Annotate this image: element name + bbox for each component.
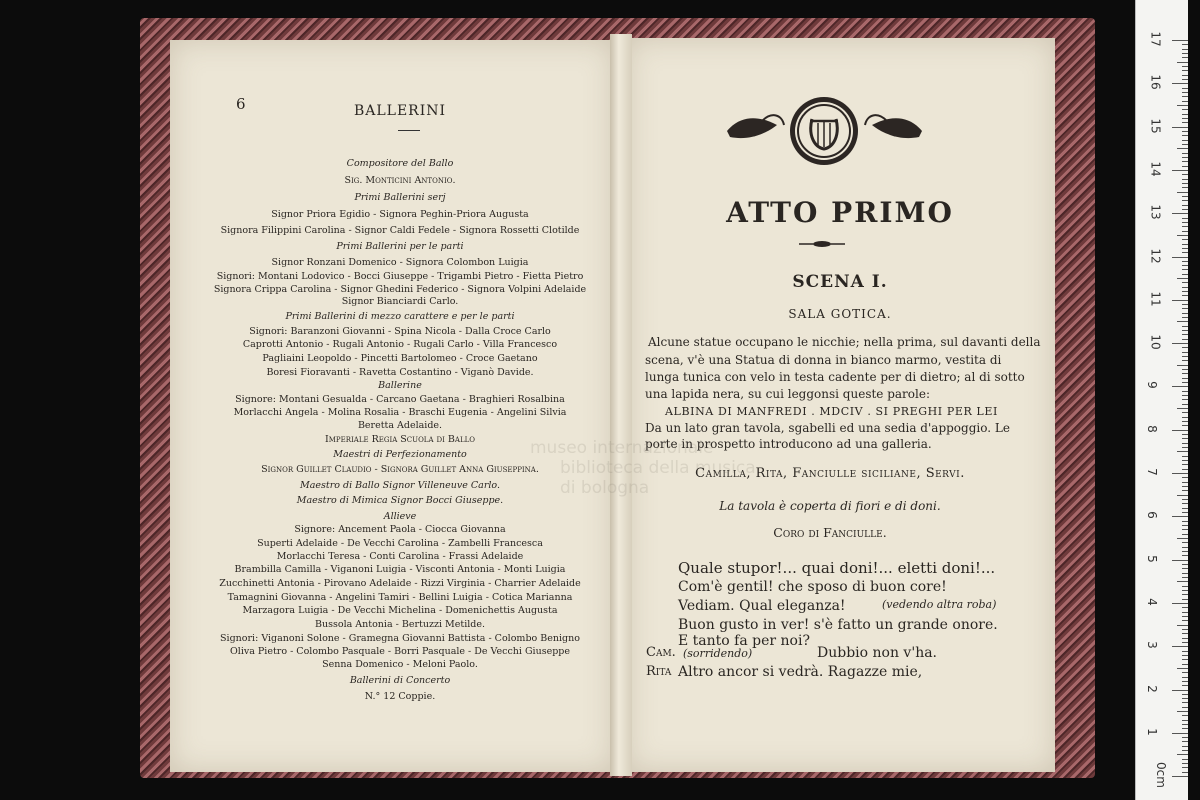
- ruler-minor-tick: [1182, 118, 1188, 119]
- ruler-minor-tick: [1182, 248, 1188, 249]
- ruler-major-tick: [1172, 516, 1188, 517]
- ruler-minor-tick: [1182, 737, 1188, 738]
- cast-line: Beretta Adelaide.: [357, 420, 443, 431]
- ruler-minor-tick: [1182, 209, 1188, 210]
- ruler-minor-tick: [1182, 79, 1188, 80]
- ruler-minor-tick: [1182, 425, 1188, 426]
- dialogue-text: Altro ancor si vedrà. Ragazze mie,: [678, 664, 923, 680]
- ruler-minor-tick: [1182, 616, 1188, 617]
- ruler-minor-tick: [1182, 222, 1188, 223]
- ruler-minor-tick: [1182, 166, 1188, 167]
- ruler-minor-tick: [1182, 728, 1188, 729]
- ruler-minor-tick: [1182, 763, 1188, 764]
- description-line: porte in prospetto introducono ad una galleria.: [645, 437, 932, 451]
- cast-line: Signori: Baranzoni Giovanni - Spina Nicola - Dalla Croce Carlo: [249, 326, 551, 337]
- ruler-major-tick: [1172, 733, 1188, 734]
- ruler-minor-tick: [1182, 382, 1188, 383]
- ruler-minor-tick: [1182, 161, 1188, 162]
- verse-line: Buon gusto in ver! s'è fatto un grande onore.: [678, 617, 998, 633]
- description-line: scena, v'è una Statua di donna in bianco marmo, vestita di: [645, 353, 1002, 367]
- ruler-minor-tick: [1182, 555, 1188, 556]
- ruler-minor-tick: [1182, 391, 1188, 392]
- chorus-label: Coro di Fanciulle.: [773, 525, 887, 540]
- ruler-minor-tick: [1182, 620, 1188, 621]
- ruler-major-tick: [1172, 40, 1188, 41]
- cast-line: Signore: Montani Gesualda - Carcano Gaetana - Braghieri Rosalbina: [235, 394, 565, 405]
- ruler-minor-tick: [1182, 330, 1188, 331]
- ruler-major-tick: [1172, 646, 1188, 647]
- cast-line: Senna Domenico - Meloni Paolo.: [322, 659, 478, 670]
- cast-line: Signor Priora Egidio - Signora Peghin-Priora Augusta: [271, 209, 529, 220]
- cast-line: Maestri di Perfezionamento: [333, 449, 467, 460]
- ruler-minor-tick: [1182, 373, 1188, 374]
- ruler-major-tick: [1172, 127, 1188, 128]
- ruler-minor-tick: [1182, 772, 1188, 773]
- ruler-number: 0cm: [1153, 762, 1168, 789]
- ruler-minor-tick: [1182, 447, 1188, 448]
- ruler-minor-tick: [1182, 642, 1188, 643]
- ruler-minor-tick: [1182, 724, 1188, 725]
- ruler-minor-tick: [1182, 655, 1188, 656]
- ruler-minor-tick: [1182, 70, 1188, 71]
- ruler-minor-tick: [1182, 226, 1188, 227]
- ruler-minor-tick: [1182, 698, 1188, 699]
- ruler-minor-tick: [1182, 131, 1188, 132]
- ruler-minor-tick: [1182, 360, 1188, 361]
- speaker: Cam.: [646, 645, 676, 660]
- ruler-minor-tick: [1182, 395, 1188, 396]
- cast-line: Signora Filippini Carolina - Signor Caldi Fedele - Signora Rossetti Clotilde: [220, 225, 580, 236]
- ruler-minor-tick: [1177, 408, 1188, 409]
- cast-line: Allieve: [383, 511, 417, 522]
- ruler-minor-tick: [1177, 321, 1188, 322]
- ruler-minor-tick: [1182, 672, 1188, 673]
- description-line: lunga tunica con velo in testa cadente per di dietro; al di sotto: [645, 370, 1025, 384]
- ruler-minor-tick: [1182, 326, 1188, 327]
- ruler-minor-tick: [1182, 586, 1188, 587]
- cast-line: Zucchinetti Antonia - Pirovano Adelaide - Rizzi Virginia - Charrier Adelaide: [219, 578, 581, 589]
- ruler-minor-tick: [1182, 633, 1188, 634]
- ruler-minor-tick: [1182, 542, 1188, 543]
- ruler-minor-tick: [1182, 629, 1188, 630]
- ruler-minor-tick: [1177, 451, 1188, 452]
- ruler-minor-tick: [1182, 746, 1188, 747]
- ruler-major-tick: [1172, 386, 1188, 387]
- ruler-minor-tick: [1182, 443, 1188, 444]
- ruler-minor-tick: [1182, 664, 1188, 665]
- book-gutter: [610, 34, 632, 776]
- ruler-number: 1: [1144, 727, 1159, 736]
- ruler-minor-tick: [1182, 412, 1188, 413]
- ruler-minor-tick: [1182, 75, 1188, 76]
- ruler-minor-tick: [1182, 101, 1188, 102]
- verse-line: Quale stupor!... quai doni!... eletti doni!...: [678, 559, 996, 577]
- ruler-minor-tick: [1177, 105, 1188, 106]
- ruler-minor-tick: [1182, 334, 1188, 335]
- ruler-minor-tick: [1182, 144, 1188, 145]
- ruler-minor-tick: [1182, 469, 1188, 470]
- ruler-number: 13: [1148, 204, 1163, 220]
- ruler-minor-tick: [1182, 369, 1188, 370]
- verse-line: E tanto fa per noi?: [678, 633, 810, 649]
- ruler-major-tick: [1172, 257, 1188, 258]
- ruler-minor-tick: [1182, 140, 1188, 141]
- ruler-minor-tick: [1182, 464, 1188, 465]
- ruler-major-tick: [1172, 690, 1188, 691]
- description-line: ALBINA DI MANFREDI . MDCIV . SI PREGHI PER LEI: [665, 405, 998, 418]
- ruler-minor-tick: [1182, 456, 1188, 457]
- ruler-major-tick: [1172, 300, 1188, 301]
- ruler-minor-tick: [1182, 503, 1188, 504]
- ruler-number: 9: [1144, 381, 1159, 390]
- ruler-minor-tick: [1182, 685, 1188, 686]
- ruler-minor-tick: [1177, 278, 1188, 279]
- ruler-minor-tick: [1182, 529, 1188, 530]
- stage-direction: La tavola è coperta di fiori e di doni.: [719, 499, 941, 513]
- cast-line: Maestro di Ballo Signor Villeneuve Carlo.: [300, 480, 500, 491]
- ruler-minor-tick: [1182, 702, 1188, 703]
- cast-line: Signora Crippa Carolina - Signor Ghedini Federico - Signora Volpini Adelaide: [213, 284, 587, 295]
- ruler-minor-tick: [1182, 659, 1188, 660]
- ruler-minor-tick: [1177, 711, 1188, 712]
- lyre-ornament-icon: [722, 95, 927, 167]
- ruler-minor-tick: [1182, 568, 1188, 569]
- ruler-minor-tick: [1182, 681, 1188, 682]
- description-line: Alcune statue occupano le nicchie; nella prima, sul davanti della: [648, 335, 1041, 349]
- flourish-icon: [797, 239, 847, 249]
- cast-line: Compositore del Ballo: [346, 158, 454, 169]
- dialogue-text: Dubbio non v'ha.: [817, 645, 938, 661]
- ruler-minor-tick: [1182, 244, 1188, 245]
- dialogue-aside: (sorridendo): [683, 647, 753, 660]
- ruler-minor-tick: [1182, 347, 1188, 348]
- ruler-minor-tick: [1182, 677, 1188, 678]
- ruler-minor-tick: [1182, 313, 1188, 314]
- ruler-minor-tick: [1182, 183, 1188, 184]
- ruler-minor-tick: [1182, 547, 1188, 548]
- ruler-minor-tick: [1182, 421, 1188, 422]
- cast-line: Tamagnini Giovanna - Angelini Tamiri - Bellini Luigia - Cotica Marianna: [227, 592, 573, 603]
- verse-line: Vediam. Qual eleganza!: [678, 598, 846, 614]
- verse-line: Com'è gentil! che sposo di buon core!: [678, 579, 947, 595]
- cast-line: Sig. Monticini Antonio.: [344, 175, 456, 186]
- ruler-minor-tick: [1182, 205, 1188, 206]
- ruler-minor-tick: [1177, 192, 1188, 193]
- ruler-minor-tick: [1182, 521, 1188, 522]
- ruler-minor-tick: [1182, 261, 1188, 262]
- ruler-minor-tick: [1177, 581, 1188, 582]
- ruler-number: 2: [1144, 684, 1159, 693]
- ruler-minor-tick: [1182, 88, 1188, 89]
- ruler-minor-tick: [1182, 265, 1188, 266]
- ruler-number: 10: [1148, 334, 1163, 350]
- ruler-minor-tick: [1177, 365, 1188, 366]
- ruler-minor-tick: [1182, 109, 1188, 110]
- ruler-minor-tick: [1182, 694, 1188, 695]
- cast-line: Pagliaini Leopoldo - Pincetti Bartolomeo - Croce Gaetano: [262, 353, 538, 364]
- cast-line: Caprotti Antonio - Rugali Antonio - Rugali Carlo - Villa Francesco: [242, 339, 558, 350]
- ruler-minor-tick: [1182, 135, 1188, 136]
- ruler-minor-tick: [1182, 339, 1188, 340]
- ruler-minor-tick: [1182, 174, 1188, 175]
- ruler-minor-tick: [1182, 417, 1188, 418]
- ruler-number: 14: [1148, 161, 1163, 177]
- ruler-minor-tick: [1182, 707, 1188, 708]
- cast-line: Boresi Fioravanti - Ravetta Costantino - Viganò Davide.: [266, 367, 534, 378]
- ruler-minor-tick: [1182, 44, 1188, 45]
- ruler-minor-tick: [1182, 399, 1188, 400]
- ruler-minor-tick: [1182, 114, 1188, 115]
- ruler-number: 12: [1148, 247, 1163, 264]
- ruler-major-tick: [1172, 776, 1188, 777]
- ruler-minor-tick: [1177, 62, 1188, 63]
- ruler-minor-tick: [1177, 668, 1188, 669]
- ruler-minor-tick: [1182, 57, 1188, 58]
- cast-line: Brambilla Camilla - Viganoni Luigia - Visconti Antonia - Monti Luigia: [234, 564, 566, 575]
- cast-line: Maestro di Mimica Signor Bocci Giuseppe.: [296, 495, 504, 506]
- heading-rule: [398, 130, 420, 131]
- ruler-minor-tick: [1182, 187, 1188, 188]
- ruler-number: 7: [1144, 468, 1159, 476]
- ruler-major-tick: [1172, 213, 1188, 214]
- ruler-minor-tick: [1182, 438, 1188, 439]
- ruler-minor-tick: [1182, 196, 1188, 197]
- watermark: museo internazionale biblioteca della musica di bologna: [530, 438, 756, 498]
- ruler-minor-tick: [1182, 638, 1188, 639]
- ruler-minor-tick: [1182, 551, 1188, 552]
- ruler-major-tick: [1172, 473, 1188, 474]
- ruler-minor-tick: [1182, 304, 1188, 305]
- ruler-minor-tick: [1182, 96, 1188, 97]
- ruler-minor-tick: [1182, 599, 1188, 600]
- ruler-minor-tick: [1182, 356, 1188, 357]
- ruler-minor-tick: [1182, 477, 1188, 478]
- scene-location: SALA GOTICA.: [788, 307, 892, 321]
- cast-line: Primi Ballerini per le parti: [336, 241, 464, 252]
- ruler-minor-tick: [1182, 499, 1188, 500]
- cast-line: Ballerine: [378, 380, 422, 391]
- cast-line: Bussola Antonia - Bertuzzi Metilde.: [315, 619, 485, 630]
- ruler-number: 5: [1144, 554, 1159, 563]
- scene-title: SCENA I.: [792, 272, 888, 292]
- ruler-minor-tick: [1182, 508, 1188, 509]
- ruler-minor-tick: [1182, 269, 1188, 270]
- ruler-number: 3: [1144, 641, 1159, 650]
- ruler-minor-tick: [1182, 534, 1188, 535]
- ruler-minor-tick: [1182, 594, 1188, 595]
- ruler-minor-tick: [1177, 625, 1188, 626]
- ruler-number: 16: [1148, 74, 1163, 90]
- ruler-minor-tick: [1182, 287, 1188, 288]
- ruler-minor-tick: [1182, 200, 1188, 201]
- cast-line: Superti Adelaide - De Vecchi Carolina - Zambelli Francesca: [257, 538, 543, 549]
- left-heading: BALLERINI: [353, 103, 447, 119]
- verse-aside: (vedendo altra roba): [882, 598, 997, 611]
- ruler-major-tick: [1172, 430, 1188, 431]
- ruler-minor-tick: [1182, 482, 1188, 483]
- ruler-minor-tick: [1182, 750, 1188, 751]
- cast-line: Signore: Ancement Paola - Ciocca Giovanna: [294, 524, 506, 535]
- page-number: 6: [236, 95, 246, 113]
- ruler-minor-tick: [1182, 612, 1188, 613]
- ruler-minor-tick: [1182, 295, 1188, 296]
- ruler-minor-tick: [1177, 495, 1188, 496]
- ruler-minor-tick: [1182, 153, 1188, 154]
- measurement-ruler: [1135, 0, 1188, 800]
- cast-line: Signor Ronzani Domenico - Signora Colombon Luigia: [271, 257, 529, 268]
- ruler-major-tick: [1172, 83, 1188, 84]
- act-title: ATTO PRIMO: [726, 196, 954, 229]
- ruler-minor-tick: [1182, 715, 1188, 716]
- ruler-minor-tick: [1182, 179, 1188, 180]
- ruler-minor-tick: [1182, 218, 1188, 219]
- ruler-minor-tick: [1182, 404, 1188, 405]
- cast-line: Signor Guillet Claudio - Signora Guillet Anna Giuseppina.: [261, 464, 539, 475]
- cast-line: Primi Ballerini di mezzo carattere e per le parti: [285, 311, 515, 322]
- ruler-minor-tick: [1182, 590, 1188, 591]
- cast-line: Signor Bianciardi Carlo.: [341, 296, 459, 307]
- ruler-major-tick: [1172, 560, 1188, 561]
- description-line: una lapida nera, su cui leggonsi queste parole:: [645, 387, 930, 401]
- ruler-minor-tick: [1182, 157, 1188, 158]
- ruler-minor-tick: [1182, 231, 1188, 232]
- ruler-minor-tick: [1182, 767, 1188, 768]
- ruler-minor-tick: [1182, 352, 1188, 353]
- ruler-minor-tick: [1182, 577, 1188, 578]
- ruler-minor-tick: [1182, 512, 1188, 513]
- ruler-minor-tick: [1182, 378, 1188, 379]
- cast-line: Marzagora Luigia - De Vecchi Michelina - Domenichettis Augusta: [242, 605, 558, 616]
- cast-line: Imperiale Regia Scuola di Ballo: [325, 434, 475, 445]
- cast-line: Oliva Pietro - Colombo Pasquale - Borri Pasquale - De Vecchi Giuseppe: [230, 646, 570, 657]
- ruler-number: 17: [1148, 31, 1163, 47]
- ruler-minor-tick: [1182, 66, 1188, 67]
- ruler-minor-tick: [1182, 720, 1188, 721]
- ruler-minor-tick: [1182, 291, 1188, 292]
- cast-line: Ballerini di Concerto: [349, 675, 451, 686]
- ruler-minor-tick: [1182, 122, 1188, 123]
- ruler-minor-tick: [1182, 434, 1188, 435]
- ruler-minor-tick: [1182, 49, 1188, 50]
- ruler-minor-tick: [1182, 651, 1188, 652]
- ruler-minor-tick: [1177, 754, 1188, 755]
- ruler-minor-tick: [1182, 741, 1188, 742]
- ruler-number: 8: [1144, 424, 1159, 433]
- ruler-minor-tick: [1177, 235, 1188, 236]
- description-line: Da un lato gran tavola, sgabelli ed una sedia d'appoggio. Le: [645, 421, 1010, 435]
- cast-line: Primi Ballerini serj: [354, 192, 446, 203]
- speaker: Rita: [646, 664, 672, 679]
- ruler-minor-tick: [1182, 460, 1188, 461]
- ruler-minor-tick: [1182, 607, 1188, 608]
- ruler-minor-tick: [1182, 759, 1188, 760]
- ruler-minor-tick: [1182, 252, 1188, 253]
- ruler-major-tick: [1172, 343, 1188, 344]
- ruler-number: 6: [1144, 511, 1159, 520]
- ruler-number: 11: [1148, 291, 1163, 307]
- ruler-number: 15: [1148, 117, 1163, 134]
- ruler-minor-tick: [1177, 148, 1188, 149]
- cast-line: Morlacchi Angela - Molina Rosalia - Braschi Eugenia - Angelini Silvia: [233, 407, 567, 418]
- cast-line: Signori: Montani Lodovico - Bocci Giuseppe - Trigambi Pietro - Fietta Pietro: [216, 271, 584, 282]
- ruler-minor-tick: [1182, 239, 1188, 240]
- ruler-minor-tick: [1182, 486, 1188, 487]
- ruler-minor-tick: [1182, 573, 1188, 574]
- ruler-minor-tick: [1182, 92, 1188, 93]
- ruler-major-tick: [1172, 170, 1188, 171]
- cast-line: Signori: Viganoni Solone - Gramegna Giovanni Battista - Colombo Benigno: [220, 633, 580, 644]
- ruler-minor-tick: [1182, 274, 1188, 275]
- ruler-major-tick: [1172, 603, 1188, 604]
- cast-line: Morlacchi Teresa - Conti Carolina - Frassi Adelaide: [276, 551, 524, 562]
- ruler-minor-tick: [1177, 538, 1188, 539]
- ruler-number: 4: [1144, 598, 1159, 606]
- ruler-minor-tick: [1182, 564, 1188, 565]
- ruler-minor-tick: [1182, 308, 1188, 309]
- ruler-minor-tick: [1182, 525, 1188, 526]
- ruler-minor-tick: [1182, 317, 1188, 318]
- ruler-minor-tick: [1182, 490, 1188, 491]
- ruler-minor-tick: [1182, 282, 1188, 283]
- cast-line: N.° 12 Coppie.: [364, 691, 436, 702]
- characters-line: Camilla, Rita, Fanciulle siciliane, Servi.: [695, 466, 965, 481]
- ruler-minor-tick: [1182, 53, 1188, 54]
